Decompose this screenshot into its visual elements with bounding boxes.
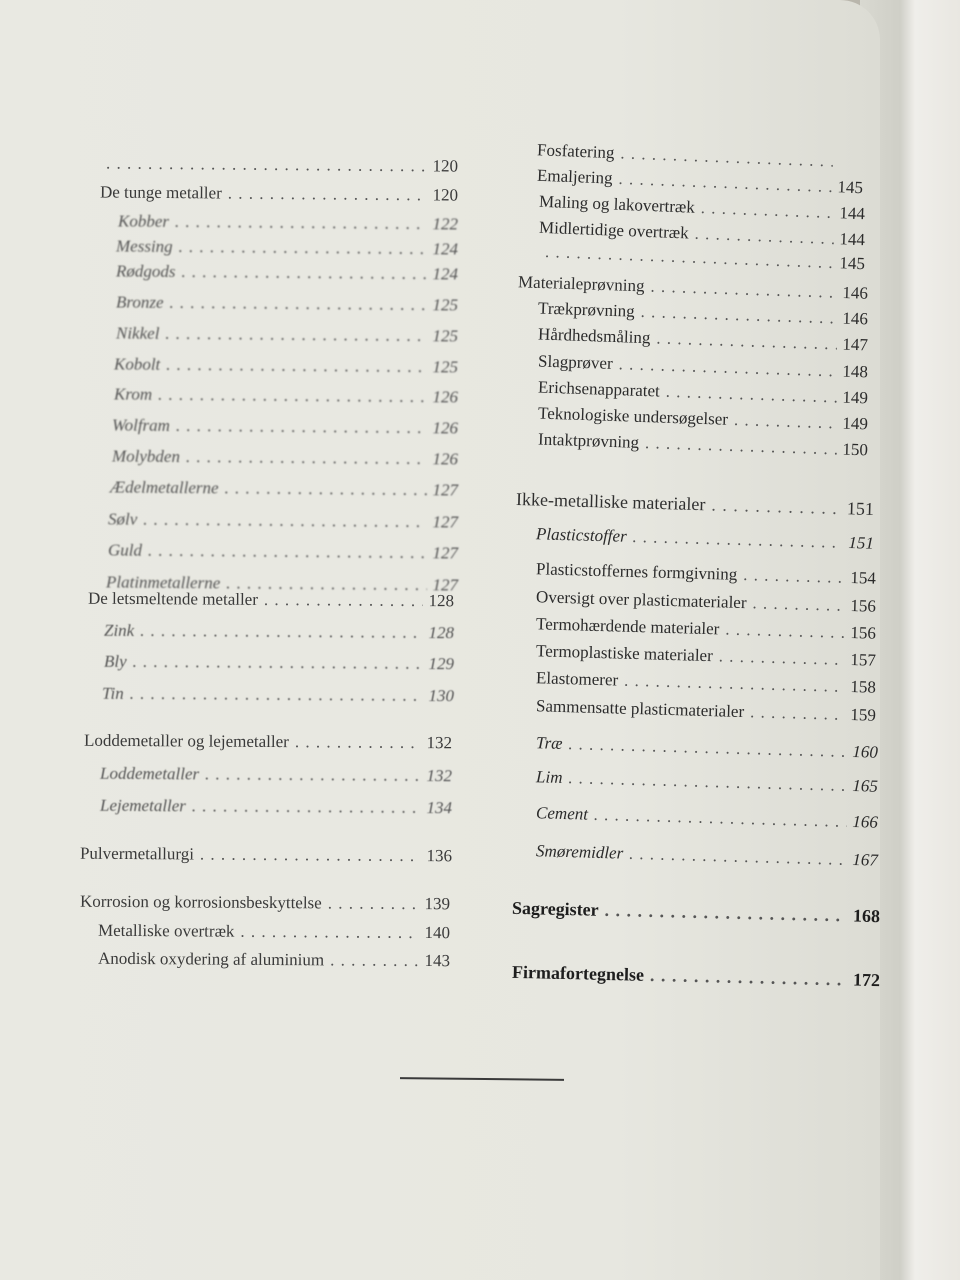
toc-entry: Kobolt . . . 125 [114,354,458,377]
toc-entry: Rødgods . . . 124 [116,262,458,285]
toc-entry: Bronze . . . 125 [116,293,458,316]
toc-entry: Loddemetaller og lejemetaller . . . 132 [84,731,452,754]
toc-entry: Ikke-metalliske materialer . . . 151 [516,489,874,519]
toc-entry: Nikkel . . . 125 [116,324,458,347]
toc-entry: Termohærdende materialer . . . 156 [536,614,876,643]
toc-entry: Metalliske overtræk . . . 140 [98,921,450,943]
toc-entry: Hårdhedsmåling . . . 147 [538,325,868,356]
toc-entry: Sagregister . . . 168 [512,898,880,926]
toc-entry: Teknologiske undersøgelser . . . 149 [538,404,868,435]
toc-entry: Molybden . . . 126 [112,446,458,469]
toc-entry: Korrosion og korrosionsbeskyttelse . . . 139 [80,892,450,915]
toc-entry: Tin . . . 130 [102,684,454,706]
toc-entry: Wolfram . . . 126 [112,415,458,438]
toc-entry: Plasticstoffernes formgivning . . . 154 [536,559,876,588]
toc-entry: De letsmeltende metaller . . . 128 [88,589,454,612]
toc-entry: Lejemetaller . . . 134 [100,796,452,818]
toc-entry: Emaljering . . . 145 [537,166,864,198]
toc-entry: Krom . . . 126 [114,384,458,407]
toc-entry: Maling og lakovertræk . . . 144 [539,192,866,224]
toc-entry: Sølv . . . 127 [108,509,458,532]
toc-entry: Anodisk oxydering af aluminium . . . 143 [98,949,450,971]
toc-entry: Erichsenapparatet . . . 149 [538,378,868,409]
toc-entry: Platinmetallerne . . . 127 [106,572,458,595]
toc-entry: Smøremidler . . . 167 [536,841,878,871]
toc-entry: Plasticstoffer . . . 151 [536,524,874,553]
toc-entry: Elastomerer . . . 158 [536,668,876,697]
toc-entry: Trækprøvning . . . 146 [538,299,868,330]
toc-entry: Bly . . . 129 [104,652,454,674]
toc-entry: Kobber . . . 122 [118,212,458,235]
toc-entry: Termoplastiske materialer . . . 157 [536,641,876,670]
toc-entry: Lim . . . 165 [536,767,878,797]
toc-entry: Intaktprøvning . . . 150 [538,430,868,461]
toc-entry: Oversigt over plasticmaterialer . . . 156 [536,587,876,616]
toc-entry: Guld . . . 127 [108,540,458,563]
toc-entry: De tunge metaller . . . 120 [100,182,458,205]
toc-entry: Pulvermetallurgi . . . 136 [80,844,452,867]
end-rule [400,1077,564,1081]
toc-entry: Sammensatte plasticmaterialer . . . 159 [536,696,876,725]
toc-entry: . . . 145 [539,242,866,274]
toc-entry: Zink . . . 128 [104,621,454,643]
toc-entry: Midlertidige overtræk . . . 144 [539,218,866,250]
toc-entry: Firmafortegnelse . . . 172 [512,962,880,990]
toc-entry: Cement . . . 166 [536,803,878,833]
toc-entry: Materialeprøvning . . . 146 [518,272,868,304]
toc-entry: Fosfatering . . . [537,140,840,172]
toc-entry: . . . 120 [100,153,458,176]
toc-entry: Loddemetaller . . . 132 [100,764,452,786]
toc-entry: Træ . . . 160 [536,733,878,763]
toc-entry: Ædelmetallerne . . . 127 [110,477,458,500]
toc-entry: Slagprøver . . . 148 [538,352,868,383]
toc-entry: Messing . . . 124 [116,237,458,260]
